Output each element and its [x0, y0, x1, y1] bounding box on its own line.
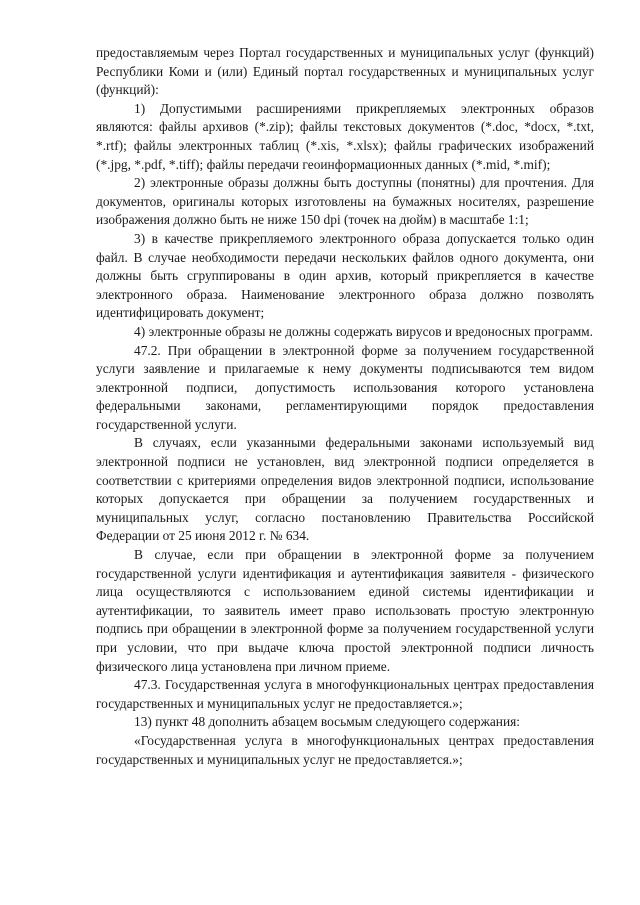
paragraph-signature-type: В случаях, если указанными федеральными законами используемый вид электронной подписи не установлен, вид электронной подписи определяется в соответствии с критериями определения видов электронной подписи, использование которых допускается при обращении за получением государственных и муниципальных услуг, согласно постановлению Правительства Российской Федерации от 25 июня 2012 г. № 634.: [96, 435, 594, 544]
paragraph-portal-continuation: предоставляемым через Портал государственных и муниципальных услуг (функций) Республики Коми и (или) Единый портал государственных и муниципальных услуг (функций):: [96, 45, 594, 98]
paragraph-simple-signature: В случае, если при обращении в электронной форме за получением государственной услуги идентификация и аутентификация заявителя - физического лица осуществляются с использованием единой системы идентификации и аутентификации, то заявитель имеет право использовать простую электронную подпись при обращении в электронной форме за получением государственной услуги при условии, что при выдаче ключа простой электронной подписи личность физического лица установлена при личном приеме.: [96, 547, 594, 674]
paragraph-item-1-extensions: 1) Допустимыми расширениями прикрепляемых электронных образов являются: файлы архивов (*.zip); файлы текстовых документов (*.doc, *docx, *.txt, *.rtf); файлы электронных таблиц (*.xis, *.xlsx); файлы графических изображений (*.jpg, *.pdf, *.tiff); файлы передачи геоинформационных данных (*.mid, *.mif);: [96, 100, 594, 172]
paragraph-item-13: 13) пункт 48 дополнить абзацем восьмым следующего содержания:: [134, 714, 520, 730]
paragraph-item-2-readability: 2) электронные образы должны быть доступны (понятны) для прочтения. Для документов, оригиналы которых изготовлены на бумажных носителях, разрешение изображения должно быть не ниже 150 dpi (точек на дюйм) в масштабе 1:1;: [96, 175, 594, 228]
paragraph-47-2: 47.2. При обращении в электронной форме за получением государственной услуги заявление и прилагаемые к нему документы подписываются тем видом электронной подписи, допустимость использования которого установлена федеральными законами, регламентирующими порядок предоставления государственной услуги.: [96, 342, 594, 432]
paragraph-quoted-addition: «Государственная услуга в многофункциональных центрах предоставления государственных и муниципальных услуг не предоставляется.»;: [96, 732, 594, 767]
paragraph-item-3-single-file: 3) в качестве прикрепляемого электронного образа допускается только один файл. В случае необходимости передачи нескольких файлов одного документа, они должны быть сгруппированы в один архив, который прикрепляется в качестве электронного образа. Наименование электронного образа должно позволять идентифицировать документ;: [96, 230, 594, 321]
paragraph-item-4-no-viruses: 4) электронные образы не должны содержать вирусов и вредоносных программ.: [134, 323, 594, 339]
paragraph-47-3: 47.3. Государственная услуга в многофункциональных центрах предоставления государственных и муниципальных услуг не предоставляется.»;: [96, 677, 594, 711]
document-body: [96, 44, 594, 769]
